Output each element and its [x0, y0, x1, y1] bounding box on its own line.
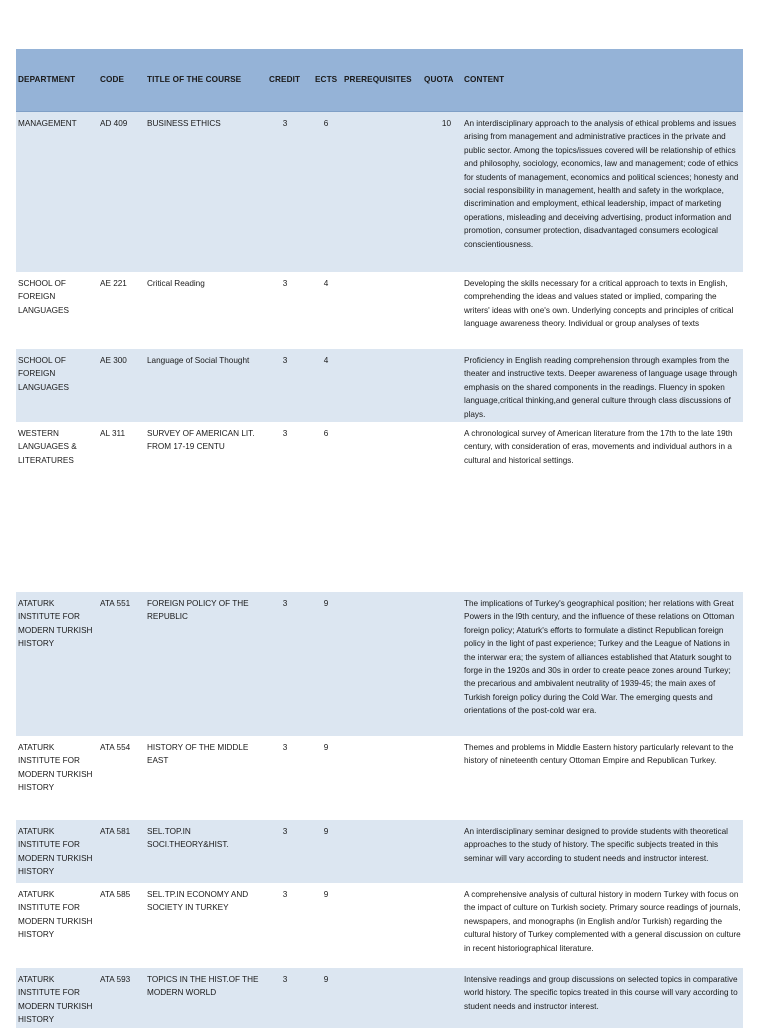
header-title: TITLE OF THE COURSE: [147, 75, 242, 84]
cell-title: HISTORY OF THE MIDDLE EAST: [147, 743, 249, 766]
header-ects: ECTS: [315, 75, 338, 84]
cell-credit: 3: [282, 429, 288, 438]
cell-credit: 3: [282, 119, 288, 128]
cell-department: ATATURK INSTITUTE FOR MODERN TURKISH HISTORY: [18, 827, 93, 877]
cell-department: ATATURK INSTITUTE FOR MODERN TURKISH HISTORY: [18, 975, 93, 1025]
cell-code: ATA 554: [100, 743, 131, 752]
header-department: DEPARTMENT: [18, 75, 76, 84]
table-row: [16, 349, 743, 422]
cell-content: Developing the skills necessary for a critical approach to texts in English, comprehending the ideas and values stated or implied, comparing the writers' ideas with one's own. Underlying concepts and principles of critical language awareness theory. Individual or group analyses of texts: [464, 279, 734, 329]
header-credit: CREDIT: [269, 75, 301, 84]
table-header-row: [16, 49, 743, 112]
cell-ects: 6: [323, 119, 329, 128]
cell-ects: 9: [323, 743, 329, 752]
cell-department: SCHOOL OF FOREIGN LANGUAGES: [18, 279, 69, 315]
cell-code: ATA 593: [100, 975, 131, 984]
cell-credit: 3: [282, 975, 288, 984]
cell-ects: 9: [323, 599, 329, 608]
table-row: [16, 820, 743, 883]
cell-title: SEL.TOP.IN SOCI.THEORY&HIST.: [147, 827, 229, 850]
cell-content: Themes and problems in Middle Eastern history particularly relevant to the history of nineteenth century Ottoman Empire and Republican Turkey.: [464, 743, 734, 766]
cell-department: ATATURK INSTITUTE FOR MODERN TURKISH HISTORY: [18, 599, 93, 649]
table-row: [16, 968, 743, 1028]
cell-ects: 9: [323, 975, 329, 984]
cell-department: SCHOOL OF FOREIGN LANGUAGES: [18, 356, 69, 392]
cell-department: WESTERN LANGUAGES & LITERATURES: [18, 429, 77, 465]
cell-code: ATA 585: [100, 890, 131, 899]
cell-code: ATA 551: [100, 599, 131, 608]
cell-department: ATATURK INSTITUTE FOR MODERN TURKISH HISTORY: [18, 890, 93, 940]
table-row: [16, 883, 743, 968]
cell-credit: 3: [282, 356, 288, 365]
cell-code: ATA 581: [100, 827, 131, 836]
cell-title: BUSINESS ETHICS: [147, 119, 221, 128]
cell-title: FOREIGN POLICY OF THE REPUBLIC: [147, 599, 249, 622]
cell-ects: 9: [323, 890, 329, 899]
course-table: [16, 49, 743, 1028]
table-row: [16, 112, 743, 272]
cell-content: A comprehensive analysis of cultural history in modern Turkey with focus on the impact of culture on Turkish society. Primary source readings of journals, newspapers, and monographs (in English and/or Turkish) regarding the cultural history of Turkey complemented with a general discussion on culture in recent historiographical literature.: [464, 890, 741, 953]
cell-content: Proficiency in English reading comprehension through examples from the theater and instructive texts. Deeper awareness of language usage through emphasis on the shared components in the readings. Fluency in spoken language,critical thinking,and general culture through class discussions of plays.: [464, 356, 738, 419]
cell-content: Intensive readings and group discussions on selected topics in comparative world history. The specific topics treated in this course will vary according to student needs and instructor interest.: [464, 975, 738, 1011]
table-row: [16, 272, 743, 349]
cell-quota: 10: [441, 119, 451, 128]
cell-credit: 3: [282, 743, 288, 752]
cell-code: AE 221: [100, 279, 127, 288]
cell-title: TOPICS IN THE HIST.OF THE MODERN WORLD: [147, 975, 259, 998]
cell-content: A chronological survey of American literature from the 17th to the late 19th century, with consideration of eras, movements and individual authors in a cultural and historical settings.: [464, 429, 733, 465]
table-row: [16, 592, 743, 736]
header-code: CODE: [100, 75, 125, 84]
cell-content: An interdisciplinary approach to the analysis of ethical problems and issues arising from management and administrative practices in the private and public sector. Among the topics/issues covered will be relationship of ethics and philosophy, sociology, economics, law and management; code of ethics for students of management, economics and political sciences; honesty and social responsibility in management, health and safety in the workplace, discrimination and employment, ethical leadership, impact of marketing operations, misleading and deceiving advertising, product information and promotion, consumer protection, disadvantaged consumers ecological conscientiousness.: [464, 119, 739, 249]
cell-ects: 4: [323, 356, 329, 365]
cell-title: Critical Reading: [147, 279, 205, 288]
header-content: CONTENT: [464, 75, 505, 84]
cell-ects: 9: [323, 827, 329, 836]
cell-credit: 3: [282, 279, 288, 288]
cell-credit: 3: [282, 827, 288, 836]
cell-content: An interdisciplinary seminar designed to provide students with theoretical approaches to the study of history. The specific subjects treated in this seminar will vary according to student needs and instructor interest.: [464, 827, 728, 863]
cell-code: AD 409: [100, 119, 128, 128]
cell-credit: 3: [282, 599, 288, 608]
cell-department: MANAGEMENT: [18, 119, 77, 128]
cell-code: AE 300: [100, 356, 127, 365]
header-quota: QUOTA: [424, 75, 454, 84]
header-prerequisites: PREREQUISITES: [344, 75, 412, 84]
cell-title: SURVEY OF AMERICAN LIT. FROM 17-19 CENTU: [147, 429, 255, 452]
cell-credit: 3: [282, 890, 288, 899]
cell-title: SEL.TP.IN ECONOMY AND SOCIETY IN TURKEY: [147, 890, 249, 913]
cell-ects: 4: [323, 279, 329, 288]
cell-ects: 6: [323, 429, 329, 438]
cell-department: ATATURK INSTITUTE FOR MODERN TURKISH HISTORY: [18, 743, 93, 793]
table-row: [16, 422, 743, 592]
cell-title: Language of Social Thought: [147, 356, 250, 365]
cell-code: AL 311: [100, 429, 126, 438]
cell-content: The implications of Turkey's geographical position; her relations with Great Powers in the l9th century, and the influence of these relations on Ottoman foreign policy; Ataturk's efforts to formulate a distinct Republican foreign policy in the light of past experience; Turkey and the League of Nations in the interwar era; the system of alliances established that Ataturk sought to forge in the 1920s and 30s in order to create peace zones around Turkey; the precarious and ambivalent neutrality of 1939-45; the main axes of Turkish foreign policy during the Cold War. The emerging quests and orientations of the post-cold war era.: [464, 599, 735, 716]
table-row: [16, 736, 743, 820]
